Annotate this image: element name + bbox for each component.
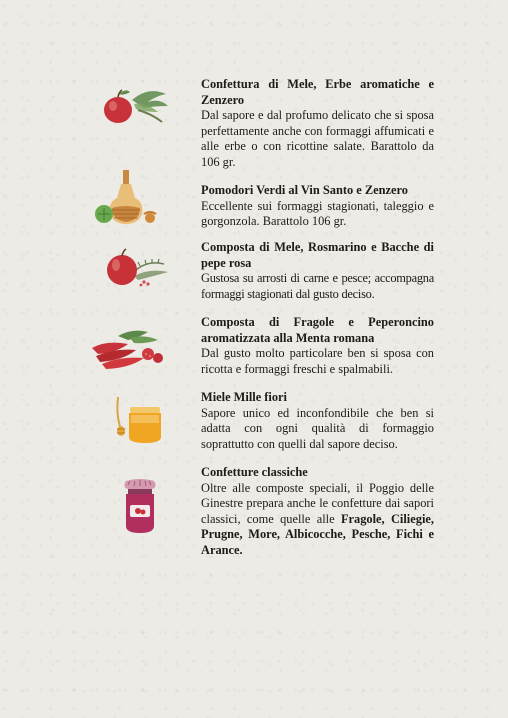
chili-strawberry-mint-illustration bbox=[88, 328, 178, 370]
product-title: Miele Mille fiori bbox=[201, 390, 288, 404]
product-title: Pomodori Verdi al Vin Santo e Zenzero bbox=[201, 183, 408, 197]
honey-jar-illustration bbox=[88, 393, 178, 447]
flavors-list: Fragole, Ciliegie, Prugne, More, Albicocche, Pesche, Fichi e Arance. bbox=[201, 511, 434, 557]
product-description bbox=[201, 481, 434, 559]
apple-rosemary-illustration bbox=[88, 246, 178, 290]
jam-jar-illustration bbox=[88, 477, 178, 537]
product-title: Composta di Mele, Rosmarino e Bacche di pepe rosa bbox=[201, 240, 434, 270]
product-description: Dal gusto molto particolare ben si sposa con ricotta e formaggi freschi e spalmabili. bbox=[201, 346, 434, 376]
wine-flask-green-tomatoes-illustration bbox=[88, 168, 178, 228]
product-description: Dal sapore e dal profumo delicato che si sposa perfettamente anche con formaggi affumicati e alle erbe o con ricottine salate. Barattolo da 106 gr. bbox=[201, 108, 434, 169]
product-title: Confetture classiche bbox=[201, 465, 308, 479]
product-description: Eccellente sui formaggi stagionati, taleggio e gorgonzola. Barattolo 106 gr. bbox=[201, 198, 434, 228]
product-title: Composta di Fragole e Peperoncino aromatizzata alla Menta romana bbox=[201, 315, 434, 345]
product-description: Sapore unico ed inconfondibile che ben si adatta con ogni qualità di formaggio soprattutto con quelli dal sapore deciso. bbox=[201, 405, 434, 451]
description-intro: Oltre alle composte speciali, il Poggio delle Ginestre prepara anche le confetture dai sapori classici, come quelle alle bbox=[201, 480, 434, 526]
apple-herbs-illustration bbox=[88, 82, 178, 132]
product-title: Confettura di Mele, Erbe aromatiche e Zenzero bbox=[201, 77, 434, 107]
product-description: Gustosa su arrosti di carne e pesce; accompagna formaggi stagionati dal gusto deciso. bbox=[201, 271, 434, 301]
